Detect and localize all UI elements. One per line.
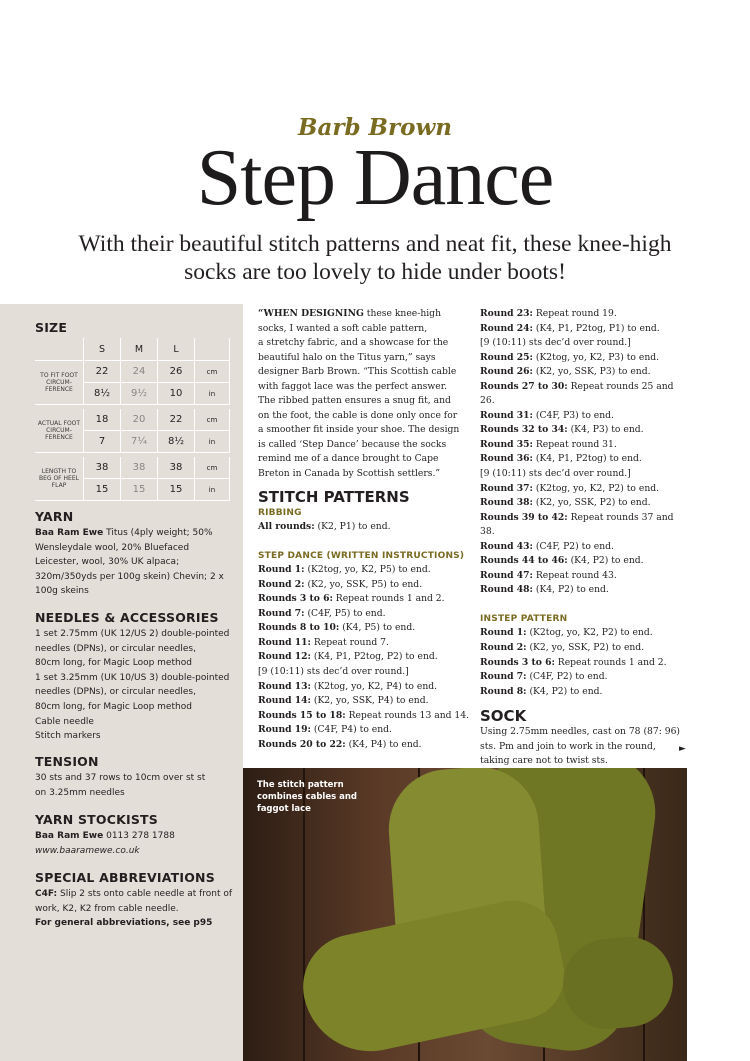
intro-standfirst: With their beautiful stitch patterns and neat fit, these knee-high socks are too lovely to hide under boots! xyxy=(78,231,672,285)
round-text: Repeat round 19. xyxy=(535,308,617,319)
pattern-column-1 xyxy=(258,307,470,752)
round-text: Repeat rounds 37 and 38. xyxy=(480,511,674,538)
size-cell: 24 xyxy=(121,361,158,383)
stockists-heading: YARN STOCKISTS xyxy=(35,812,158,827)
round-key: Round 13: xyxy=(258,680,311,692)
round-key: Round 38: xyxy=(480,497,533,509)
round-text: (K2, P1) to end. xyxy=(317,521,391,533)
size-col-l: L xyxy=(158,338,195,361)
size-row-label: LENGTH TO BEG OF HEEL FLAP xyxy=(35,457,84,501)
round-key: Round 43: xyxy=(480,540,533,552)
round-key: Rounds 8 to 10: xyxy=(258,622,340,634)
abbreviations-heading: SPECIAL ABBREVIATIONS xyxy=(35,870,215,885)
round-text: Repeat rounds 1 and 2. xyxy=(335,593,445,605)
size-cell: 15 xyxy=(121,479,158,501)
tension-line: on 3.25mm needles xyxy=(35,787,125,798)
round-key: Round 23: xyxy=(480,308,533,319)
needles-line: 1 set 3.25mm (UK 10/US 3) double-pointed xyxy=(35,672,230,683)
stockist-phone: 0113 278 1788 xyxy=(106,831,175,841)
size-col-m: M xyxy=(121,338,158,361)
size-row-label: TO FIT FOOT CIRCUM-FERENCE xyxy=(35,361,84,405)
size-unit: cm xyxy=(195,361,230,383)
round-key: Rounds 3 to 6: xyxy=(258,593,333,605)
round-text: (K2tog, yo, K2, P2) to end. xyxy=(535,482,660,494)
needles-line: 80cm long, for Magic Loop method xyxy=(35,658,192,669)
quote-line: socks, I wanted a soft cable pattern, xyxy=(258,322,428,334)
round-text: (K4, P4) to end. xyxy=(348,738,422,750)
round-text: (K2tog, yo, K2, P2) to end. xyxy=(529,627,653,639)
quote-line: remind me of a dance brought to Cape xyxy=(258,453,439,465)
size-cell: 15 xyxy=(158,479,195,501)
abbr-general-note: For general abbreviations, see p95 xyxy=(35,918,213,929)
round-text: Repeat rounds 1 and 2. xyxy=(557,656,667,668)
tension-line: 30 sts and 37 rows to 10cm over st st xyxy=(35,773,206,783)
round-key: Round 24: xyxy=(480,322,533,334)
round-key: Rounds 15 to 18: xyxy=(258,709,346,721)
needles-line: needles (DPNs), or circular needles, xyxy=(35,687,196,698)
round-text: (K2, yo, SSK, P2) to end. xyxy=(529,642,645,654)
quote-line: with faggot lace was the perfect answer. xyxy=(258,380,447,392)
round-key: Round 25: xyxy=(480,351,533,363)
yarn-brand: Baa Ram Ewe xyxy=(35,528,104,538)
size-cell: 22 xyxy=(84,361,121,383)
round-text: (K4, P2) to end. xyxy=(529,685,603,697)
size-cell: 38 xyxy=(121,457,158,479)
round-text: Repeat rounds 25 and 26. xyxy=(480,380,674,407)
round-text: (C4F, P2) to end. xyxy=(529,671,608,683)
size-heading: SIZE xyxy=(35,320,68,335)
size-cell: 15 xyxy=(84,479,121,501)
round-key: Round 1: xyxy=(480,627,527,639)
size-cell: 20 xyxy=(121,409,158,431)
size-cell: 8½ xyxy=(158,431,195,453)
round-text: (K2tog, yo, K2, P4) to end. xyxy=(313,680,438,692)
size-cell: 26 xyxy=(158,361,195,383)
size-row-label: ACTUAL FOOT CIRCUM-FERENCE xyxy=(35,409,84,453)
round-key: Round 14: xyxy=(258,695,311,707)
article-header xyxy=(0,0,750,300)
tension-text xyxy=(35,771,235,800)
round-text: Repeat rounds 13 and 14. xyxy=(348,709,470,721)
size-table xyxy=(35,338,230,501)
yarn-details xyxy=(35,526,235,599)
round-key: Rounds 27 to 30: xyxy=(480,380,568,392)
round-text: [9 (10:11) sts dec’d over round.] xyxy=(480,337,631,349)
round-key: Round 47: xyxy=(480,569,533,581)
round-text: (K2, yo, SSK, P5) to end. xyxy=(307,578,423,590)
round-key: All rounds: xyxy=(258,521,315,533)
size-cell: 18 xyxy=(84,409,121,431)
step-dance-heading: STEP DANCE (WRITTEN INSTRUCTIONS) xyxy=(258,550,465,561)
size-cell: 22 xyxy=(158,409,195,431)
pattern-column-2 xyxy=(480,307,685,783)
sock-line: sts. Pm and join to work in the round, xyxy=(480,740,656,752)
round-text: (K2tog, yo, K2, P3) to end. xyxy=(535,351,660,363)
stitch-patterns-heading: STITCH PATTERNS xyxy=(258,487,410,506)
size-cell: 9½ xyxy=(121,383,158,405)
designer-name: Barb Brown xyxy=(298,114,452,141)
yarn-text: Titus (4ply weight; 50% Wensleydale wool, 20% Bluefaced Leicester, wool, 30% UK alpaca; 320m/350yds per 100g skein) Chevin; 2 x 100g skeins xyxy=(35,528,224,597)
needles-line: needles (DPNs), or circular needles, xyxy=(35,643,196,654)
yarn-heading: YARN xyxy=(35,509,74,524)
tension-heading: TENSION xyxy=(35,754,99,769)
stockist-website-link[interactable]: www.baaramewe.co.uk xyxy=(35,845,140,856)
round-text: Repeat round 43. xyxy=(535,569,617,581)
quote-line: is called ‘Step Dance’ because the socks xyxy=(258,438,447,450)
round-text: Repeat round 7. xyxy=(313,636,389,648)
needles-line: 1 set 2.75mm (UK 12/US 2) double-pointed xyxy=(35,629,230,639)
size-unit: cm xyxy=(195,409,230,431)
round-key: Round 8: xyxy=(480,685,527,697)
abbr-definition: Slip 2 sts onto cable needle at front of xyxy=(60,889,233,899)
round-text: (K4, P2) to end. xyxy=(535,584,609,596)
abbreviations-text xyxy=(35,887,235,931)
round-text: (K2, yo, SSK, P4) to end. xyxy=(313,695,429,707)
round-key: Round 11: xyxy=(258,636,311,648)
round-key: Rounds 44 to 46: xyxy=(480,555,568,567)
quote-line: a stretchy fabric, and a showcase for the xyxy=(258,337,449,349)
round-key: Round 36: xyxy=(480,453,533,465)
round-key: Round 35: xyxy=(480,438,533,450)
round-text: (K4, P5) to end. xyxy=(342,622,416,634)
needles-line: Cable needle xyxy=(35,716,94,727)
quote-line: a smoother fit inside your shoe. The design xyxy=(258,424,460,436)
round-text: (C4F, P3) to end. xyxy=(535,409,614,421)
round-text: Repeat round 31. xyxy=(535,438,617,450)
round-text: (K2tog, yo, K2, P5) to end. xyxy=(307,564,431,576)
round-text: [9 (10:11) sts dec’d over round.] xyxy=(480,468,631,480)
quote-line: Breton in Canada by Scottish settlers.” xyxy=(258,468,441,480)
needles-heading: NEEDLES & ACCESSORIES xyxy=(35,610,219,625)
round-key: Round 37: xyxy=(480,482,533,494)
size-cell: 7¼ xyxy=(121,431,158,453)
round-key: Rounds 39 to 42: xyxy=(480,511,568,523)
round-text: (C4F, P2) to end. xyxy=(535,540,614,552)
round-text: (K4, P1, P2tog, P1) to end. xyxy=(535,322,660,334)
sock-heading: SOCK xyxy=(480,707,527,726)
size-cell: 7 xyxy=(84,431,121,453)
round-key: Rounds 3 to 6: xyxy=(480,656,555,668)
quote-line: beautiful halo on the Titus yarn,” says xyxy=(258,351,436,363)
round-key: Rounds 32 to 34: xyxy=(480,424,568,436)
needles-list xyxy=(35,627,240,744)
round-key: Round 19: xyxy=(258,724,311,736)
round-key: Round 26: xyxy=(480,366,533,378)
round-key: Round 7: xyxy=(258,607,305,619)
quote-line: designer Barb Brown. “This Scottish cable xyxy=(258,366,457,378)
round-text: [9 (10:11) sts dec’d over round.] xyxy=(258,666,409,678)
size-unit: in xyxy=(195,383,230,405)
round-text: (K4, P3) to end. xyxy=(570,424,644,436)
size-col-s: S xyxy=(84,338,121,361)
round-key: Round 12: xyxy=(258,651,311,663)
round-key: Round 2: xyxy=(258,578,305,590)
size-cell: 38 xyxy=(84,457,121,479)
size-unit: in xyxy=(195,479,230,501)
size-unit: in xyxy=(195,431,230,453)
size-cell: 10 xyxy=(158,383,195,405)
round-text: (K4, P2) to end. xyxy=(570,555,644,567)
round-text: (K2, yo, SSK, P2) to end. xyxy=(535,497,651,509)
round-key: Round 31: xyxy=(480,409,533,421)
continue-arrow-icon: ► xyxy=(679,744,686,754)
needles-line: 80cm long, for Magic Loop method xyxy=(35,701,192,712)
size-cell: 8½ xyxy=(84,383,121,405)
sock-line: taking care not to twist sts. xyxy=(480,755,608,767)
quote-line: The ribbed patten ensures a snug fit, and xyxy=(258,395,451,407)
page-title: Step Dance xyxy=(196,134,554,222)
stockists-text xyxy=(35,829,235,858)
photo-caption: The stitch pattern combines cables and faggot lace xyxy=(257,780,357,814)
stockist-name: Baa Ram Ewe xyxy=(35,831,104,841)
quote-line: on the foot, the cable is done only once for xyxy=(258,409,458,421)
instep-pattern-heading: INSTEP PATTERN xyxy=(480,613,568,624)
round-key: Rounds 20 to 22: xyxy=(258,738,346,750)
round-text: (K4, P1, P2tog, P2) to end. xyxy=(313,651,438,663)
round-key: Round 1: xyxy=(258,564,305,576)
needles-line: Stitch markers xyxy=(35,731,101,742)
round-text: (C4F, P5) to end. xyxy=(307,607,386,619)
quote-line: these knee-high xyxy=(366,308,441,319)
round-key: Round 7: xyxy=(480,671,527,683)
round-text: (K2, yo, SSK, P3) to end. xyxy=(535,366,651,378)
size-unit: cm xyxy=(195,457,230,479)
round-key: Round 2: xyxy=(480,642,527,654)
size-cell: 38 xyxy=(158,457,195,479)
abbr-key: C4F: xyxy=(35,889,58,899)
round-key: Round 48: xyxy=(480,584,533,596)
round-text: (K4, P1, P2tog) to end. xyxy=(535,453,642,465)
quote-lead: “WHEN DESIGNING xyxy=(258,308,364,319)
abbr-definition-cont: work, K2, K2 from cable needle. xyxy=(35,903,179,914)
round-text: (C4F, P4) to end. xyxy=(313,724,392,736)
ribbing-heading: RIBBING xyxy=(258,507,302,518)
sock-line: Using 2.75mm needles, cast on 78 (87: 96) xyxy=(480,726,681,738)
